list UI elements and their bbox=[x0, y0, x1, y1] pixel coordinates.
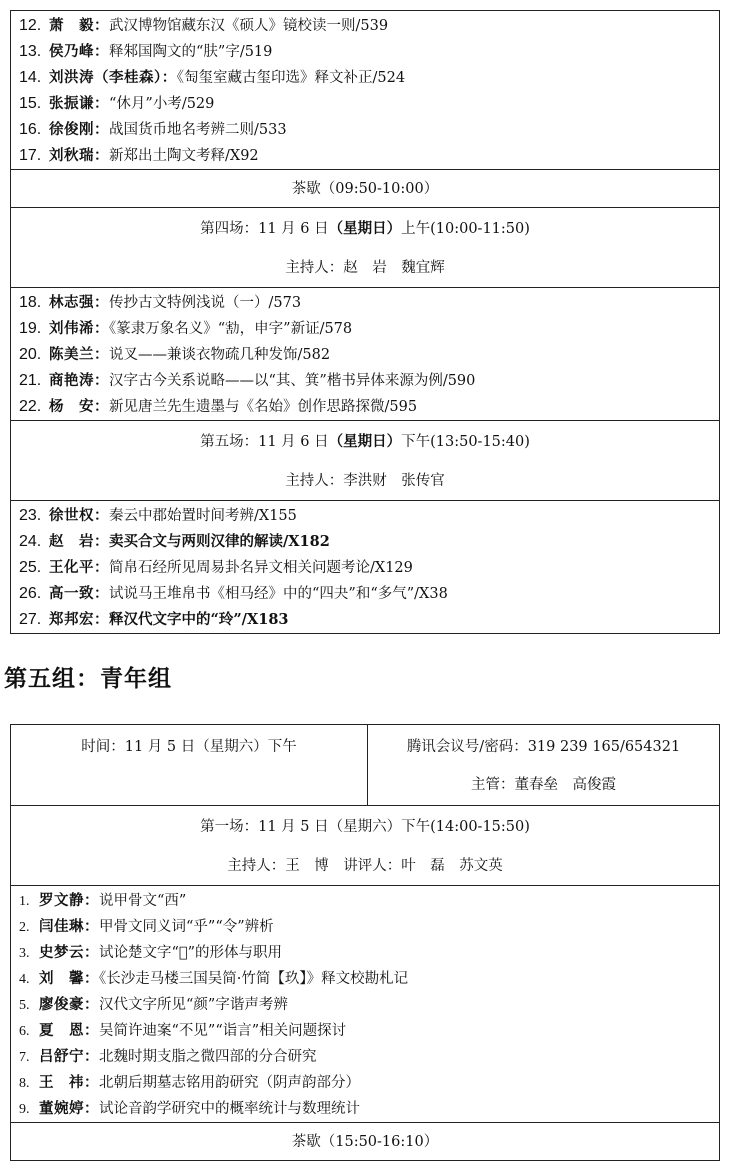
session-1-host: 主持人：王 博 讲评人：叶 磊 苏文英 bbox=[227, 858, 503, 874]
author-name: 郑邦宏： bbox=[49, 611, 109, 628]
author-name: 刘秋瑞： bbox=[49, 147, 109, 164]
author-name: 刘洪涛（李桂森）： bbox=[49, 69, 177, 86]
paper-title: 汉字古今关系说略——以“其、箕”楷书异体来源为例/590 bbox=[109, 373, 476, 389]
author-name: 赵 岩： bbox=[49, 533, 109, 550]
paper-title: 卖买合文与两则汉律的解读/X182 bbox=[109, 533, 330, 550]
item-number: 5. bbox=[19, 998, 30, 1013]
author-name: 罗文静： bbox=[39, 892, 99, 909]
paper-title: 试论音韵学研究中的概率统计与数理统计 bbox=[99, 1101, 360, 1117]
item-number: 25. bbox=[19, 559, 42, 576]
paper-title: 战国货币地名考辨二则/533 bbox=[109, 122, 287, 138]
paper-title: 吴简许迪案“不见”“诣言”相关问题探讨 bbox=[99, 1023, 347, 1039]
session-5-host: 主持人：李洪财 张传官 bbox=[285, 473, 445, 489]
group-heading: 第五组：青年组 bbox=[4, 666, 172, 692]
list-item bbox=[19, 316, 719, 342]
paper-list-c bbox=[11, 500, 719, 633]
list-item bbox=[19, 581, 719, 607]
list-item bbox=[19, 555, 719, 581]
item-number: 1. bbox=[19, 894, 30, 909]
author-name: 史梦云： bbox=[39, 944, 99, 961]
paper-title: 武汉博物馆藏东汉《硕人》镜校读一则/539 bbox=[109, 18, 389, 34]
list-item bbox=[19, 966, 719, 992]
list-item bbox=[19, 992, 719, 1018]
item-number: 4. bbox=[19, 972, 30, 987]
paper-title: 北朝后期墓志铭用韵研究（阴声韵部分） bbox=[99, 1075, 360, 1091]
item-number: 27. bbox=[19, 611, 42, 628]
session-4-header bbox=[11, 207, 719, 287]
paper-title: 说甲骨文“西” bbox=[99, 893, 187, 909]
list-item bbox=[19, 607, 719, 633]
item-number: 22. bbox=[19, 398, 42, 415]
paper-title: 试论楚文字“𨑻”的形体与职用 bbox=[99, 945, 283, 961]
list-item bbox=[19, 1018, 719, 1044]
paper-list-b bbox=[11, 287, 719, 420]
list-item bbox=[19, 1096, 719, 1122]
author-name: 夏 恩： bbox=[39, 1022, 99, 1039]
author-name: 萧 毅： bbox=[49, 17, 109, 34]
paper-title: 北魏时期支脂之微四部的分合研究 bbox=[99, 1049, 317, 1065]
list-item bbox=[19, 368, 719, 394]
item-number: 16. bbox=[19, 121, 42, 138]
list-item bbox=[19, 39, 719, 65]
author-name: 张振谦： bbox=[49, 95, 109, 112]
paper-title: 试说马王堆帛书《相马经》中的“四夬”和“多气”/X38 bbox=[109, 586, 448, 602]
author-name: 杨 安： bbox=[49, 398, 109, 415]
paper-title: 传抄古文特例浅说（一）/573 bbox=[109, 295, 302, 311]
list-item bbox=[19, 1044, 719, 1070]
item-number: 15. bbox=[19, 95, 42, 112]
paper-title: 秦云中郡始置时间考辨/X155 bbox=[109, 508, 297, 524]
item-number: 18. bbox=[19, 294, 42, 311]
session-1-header bbox=[11, 805, 719, 885]
author-name: 徐世权： bbox=[49, 507, 109, 524]
meeting-time-cell bbox=[11, 725, 368, 805]
paper-title: 说叉——兼谈衣物疏几种发饰/582 bbox=[109, 347, 331, 363]
item-number: 26. bbox=[19, 585, 42, 602]
author-name: 徐俊刚： bbox=[49, 121, 109, 138]
list-item bbox=[19, 65, 719, 91]
author-name: 商艳涛： bbox=[49, 372, 109, 389]
paper-title: 《篆隶万象名义》“𠢆，申字”新证/578 bbox=[109, 321, 353, 337]
author-name: 董婉婷： bbox=[39, 1100, 99, 1117]
session-5-header bbox=[11, 420, 719, 500]
list-item bbox=[19, 914, 719, 940]
author-name: 王 祎： bbox=[39, 1074, 99, 1091]
list-item bbox=[19, 91, 719, 117]
paper-title: 新见唐兰先生遗墨与《名始》创作思路探微/595 bbox=[109, 399, 418, 415]
paper-title: 甲骨文同义词“乎”“令”辨析 bbox=[99, 919, 274, 935]
author-name: 高一致： bbox=[49, 585, 109, 602]
item-number: 14. bbox=[19, 69, 42, 86]
paper-title: 释邾国陶文的“肤”字/519 bbox=[109, 44, 273, 60]
author-name: 侯乃峰： bbox=[49, 43, 109, 60]
author-name: 闫佳琳： bbox=[39, 918, 99, 935]
author-name: 王化平： bbox=[49, 559, 109, 576]
list-item bbox=[19, 117, 719, 143]
list-item bbox=[19, 143, 719, 169]
meeting-info bbox=[11, 725, 719, 805]
list-item bbox=[19, 529, 719, 555]
list-item bbox=[19, 342, 719, 368]
item-number: 20. bbox=[19, 346, 42, 363]
item-number: 9. bbox=[19, 1102, 30, 1117]
paper-list-a bbox=[11, 11, 719, 169]
item-number: 3. bbox=[19, 946, 30, 961]
item-number: 13. bbox=[19, 43, 42, 60]
author-name: 廖俊豪： bbox=[39, 996, 99, 1013]
schedule-table-group4 bbox=[10, 10, 720, 634]
author-name: 吕舒宁： bbox=[39, 1048, 99, 1065]
list-item bbox=[19, 940, 719, 966]
item-number: 24. bbox=[19, 533, 42, 550]
item-number: 6. bbox=[19, 1024, 30, 1039]
item-number: 21. bbox=[19, 372, 42, 389]
list-item bbox=[19, 888, 719, 914]
author-name: 刘伟浠： bbox=[49, 320, 109, 337]
list-item bbox=[19, 503, 719, 529]
author-name: 刘 馨： bbox=[39, 970, 99, 987]
paper-list-youth bbox=[11, 885, 719, 1122]
paper-title: 简帛石经所见周易卦名异文相关问题考论/X129 bbox=[109, 560, 413, 576]
tea-break: 茶歇（09:50-10:00） bbox=[11, 169, 719, 207]
meeting-id: 腾讯会议号/密码：319 239 165/654321 bbox=[406, 739, 681, 755]
meeting-id-cell bbox=[368, 725, 719, 805]
paper-title: 《长沙走马楼三国吴简·竹简【玖】》释文校勘札记 bbox=[99, 971, 409, 987]
paper-title: 释汉代文字中的“玲”/X183 bbox=[109, 611, 289, 628]
session-4-host: 主持人：赵 岩 魏宜辉 bbox=[285, 260, 445, 276]
paper-title: 新郑出土陶文考释/X92 bbox=[109, 148, 259, 164]
item-number: 2. bbox=[19, 920, 30, 935]
paper-title: 《匋玺室藏古玺印选》释文补正/524 bbox=[176, 70, 406, 86]
item-number: 17. bbox=[19, 147, 42, 164]
tea-break: 茶歇（15:50-16:10） bbox=[11, 1122, 719, 1160]
schedule-table-youth bbox=[10, 724, 720, 1161]
session-1-title: 第一场：11 月 5 日（星期六）下午(14:00-15:50) bbox=[200, 819, 530, 835]
list-item bbox=[19, 290, 719, 316]
list-item bbox=[19, 13, 719, 39]
item-number: 19. bbox=[19, 320, 42, 337]
author-name: 林志强： bbox=[49, 294, 109, 311]
meeting-manager: 主管：董春垒 高俊霞 bbox=[471, 777, 616, 793]
item-number: 12. bbox=[19, 17, 42, 34]
item-number: 8. bbox=[19, 1076, 30, 1091]
item-number: 23. bbox=[19, 507, 42, 524]
paper-title: “休月”小考/529 bbox=[109, 96, 215, 112]
session-5-title: 第五场：11 月 6 日（星期日）下午(13:50-15:40) bbox=[200, 433, 530, 450]
list-item bbox=[19, 1070, 719, 1096]
author-name: 陈美兰： bbox=[49, 346, 109, 363]
meeting-time: 时间：11 月 5 日（星期六）下午 bbox=[81, 739, 297, 755]
item-number: 7. bbox=[19, 1050, 30, 1065]
list-item bbox=[19, 394, 719, 420]
session-4-title: 第四场：11 月 6 日（星期日）上午(10:00-11:50) bbox=[200, 220, 530, 237]
paper-title: 汉代文字所见“颜”字谐声考辨 bbox=[99, 997, 288, 1013]
